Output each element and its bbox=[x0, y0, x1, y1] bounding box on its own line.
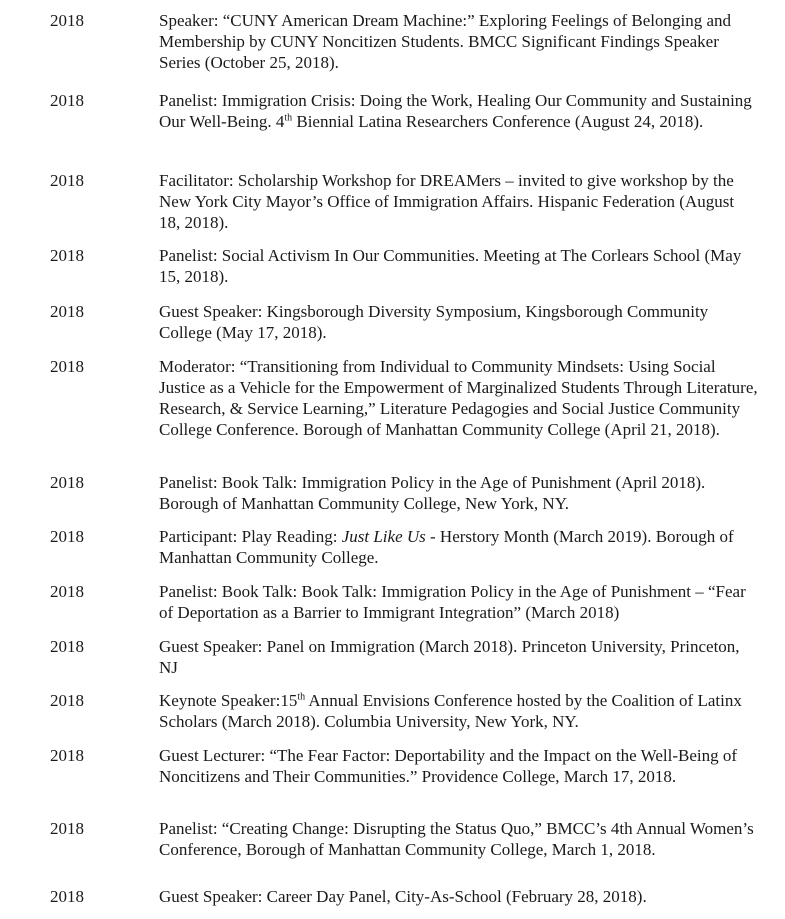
entry-description: Facilitator: Scholarship Workshop for DREAMers – invited to give workshop by the New York City Mayor’s Office of Immigration Affairs. Hispanic Federation (August 18, 2018). bbox=[159, 171, 735, 232]
entry-year: 2018 bbox=[50, 473, 84, 492]
entry-description: Guest Speaker: Kingsborough Diversity Symposium, Kingsborough Community College (May 17, 2018). bbox=[159, 302, 709, 342]
entry-year: 2018 bbox=[50, 246, 84, 265]
entry-year: 2018 bbox=[50, 302, 84, 321]
entry-year: 2018 bbox=[50, 746, 84, 765]
entry-year: 2018 bbox=[50, 887, 84, 906]
entry-text-part: Annual Envisions Conference hosted by the Coalition of Latinx Scholars (March 2018). Columbia University, New York, NY. bbox=[159, 691, 742, 731]
entry-description bbox=[159, 90, 759, 132]
entry-description: Panelist: “Creating Change: Disrupting the Status Quo,” BMCC’s 4th Annual Women’s Conference, Borough of Manhattan Community College, March 1, 2018. bbox=[159, 819, 754, 859]
entry-text-part: Biennial Latina Researchers Conference (August 24, 2018). bbox=[292, 112, 704, 131]
ordinal-suffix: th bbox=[297, 691, 306, 703]
entry-description bbox=[159, 690, 759, 732]
entry-year: 2018 bbox=[50, 91, 84, 110]
entry-description: Panelist: Book Talk: Immigration Policy in the Age of Punishment (April 2018). Borough of Manhattan Community College, New York, NY. bbox=[159, 473, 706, 513]
entry-description: Guest Speaker: Career Day Panel, City-As-School (February 28, 2018). bbox=[159, 887, 647, 906]
entry-description bbox=[159, 526, 759, 568]
entry-year: 2018 bbox=[50, 11, 84, 30]
entry-year: 2018 bbox=[50, 819, 84, 838]
entry-text-part: - Herstory Month (March 2019). Borough of Manhattan Community College. bbox=[159, 527, 734, 567]
entry-description: Panelist: Social Activism In Our Communities. Meeting at The Corlears School (May 15, 2018). bbox=[159, 246, 742, 286]
entry-description: Guest Speaker: Panel on Immigration (March 2018). Princeton University, Princeton, NJ bbox=[159, 637, 740, 677]
entry-description: Guest Lecturer: “The Fear Factor: Deportability and the Impact on the Well-Being of Noncitizens and Their Communities.” Providence College, March 17, 2018. bbox=[159, 746, 738, 786]
ordinal-suffix: th bbox=[284, 112, 293, 124]
entry-description: Speaker: “CUNY American Dream Machine:” Exploring Feelings of Belonging and Membership by CUNY Noncitizen Students. BMCC Significant Findings Speaker Series (October 25, 2018). bbox=[159, 11, 732, 72]
entry-year: 2018 bbox=[50, 171, 84, 190]
entry-text-part: Panelist: Immigration Crisis: Doing the Work, Healing Our Community and Sustaining Our Well-Being. 4 bbox=[159, 91, 752, 131]
entry-year: 2018 bbox=[50, 357, 84, 376]
entry-year: 2018 bbox=[50, 527, 84, 546]
entry-year: 2018 bbox=[50, 637, 84, 656]
entry-year: 2018 bbox=[50, 582, 84, 601]
entry-description: Moderator: “Transitioning from Individual to Community Mindsets: Using Social Justice as a Vehicle for the Empowerment of Marginalized Students Through Literature, Research, & Service Learning,” Literature Pedagogies and Social Justice Community College Conference. Borough of Manhattan Community College (April 21, 2018). bbox=[159, 357, 758, 439]
entry-description: Panelist: Book Talk: Book Talk: Immigration Policy in the Age of Punishment – “Fear of Deportation as a Barrier to Immigrant Integration” (March 2018) bbox=[159, 582, 746, 622]
entry-text-part: Keynote Speaker:15 bbox=[159, 691, 298, 710]
play-title: Just Like Us bbox=[341, 527, 426, 546]
entry-text-part: Participant: Play Reading: bbox=[159, 527, 342, 546]
entry-year: 2018 bbox=[50, 691, 84, 710]
